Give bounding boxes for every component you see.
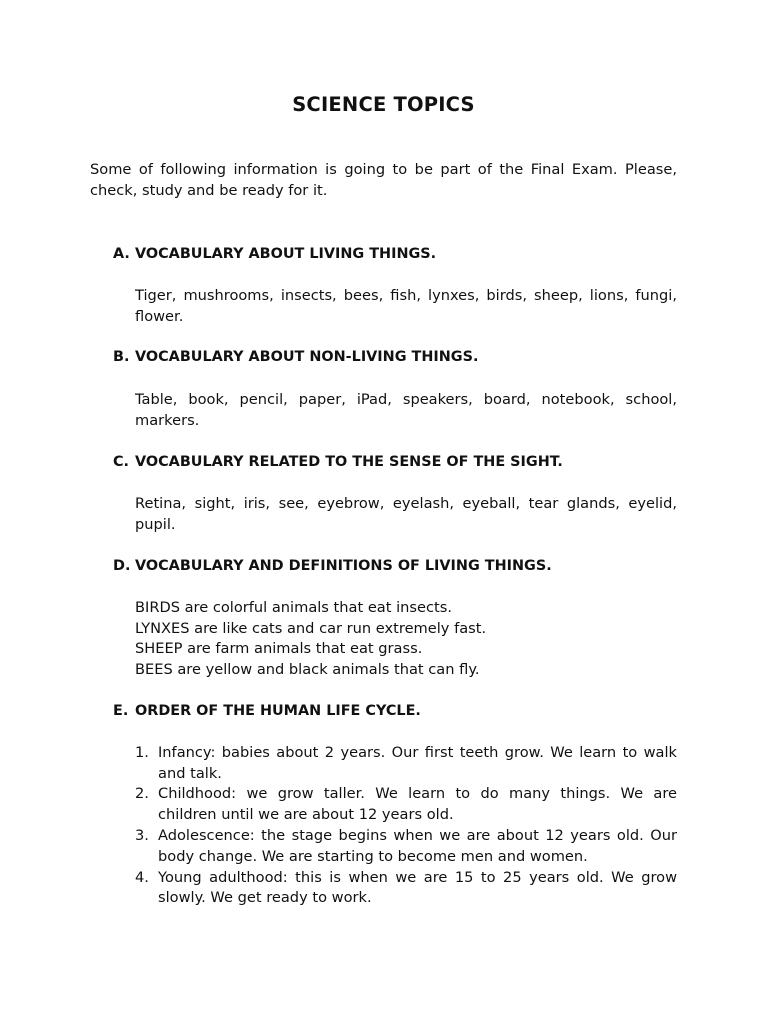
section-b <box>113 347 677 431</box>
list-item-text: Young adulthood: this is when we are 15 to 25 years old. We grow slowly. We get ready to work. <box>158 868 677 907</box>
list-item <box>135 868 677 910</box>
section-b-title: VOCABULARY ABOUT NON-LIVING THINGS. <box>135 349 479 365</box>
life-cycle-list <box>135 743 677 909</box>
list-item-text: Adolescence: the stage begins when we are about 12 years old. Our body change. We are starting to become men and women. <box>158 826 677 865</box>
definition-line: LYNXES are like cats and car run extremely fast. <box>135 619 487 637</box>
list-item-number: 4. <box>135 868 149 886</box>
section-e <box>113 701 677 909</box>
section-a <box>113 244 677 327</box>
list-item-number: 1. <box>135 743 149 761</box>
definition-line: SHEEP are farm animals that eat grass. <box>135 640 423 658</box>
section-a-body: Tiger, mushrooms, insects, bees, fish, lynxes, birds, sheep, lions, fungi, flower. <box>135 286 677 325</box>
section-d-heading <box>113 556 677 577</box>
section-b-heading <box>113 347 677 368</box>
list-item <box>135 784 677 826</box>
section-e-title: ORDER OF THE HUMAN LIFE CYCLE. <box>135 703 421 719</box>
section-e-letter: E. <box>113 703 129 719</box>
list-item <box>135 743 677 785</box>
section-a-heading <box>113 244 677 265</box>
section-c-title: VOCABULARY RELATED TO THE SENSE OF THE SIGHT. <box>135 454 563 470</box>
section-e-heading <box>113 701 677 722</box>
section-d-title: VOCABULARY AND DEFINITIONS OF LIVING THINGS. <box>135 558 552 574</box>
intro-paragraph: Some of following information is going to be part of the Final Exam. Please, check, study and be ready for it. <box>90 161 677 199</box>
list-item-text: Childhood: we grow taller. We learn to do many things. We are children until we are about 12 years old. <box>158 785 677 824</box>
definition-line: BEES are yellow and black animals that can fly. <box>135 661 480 679</box>
section-c <box>113 452 677 535</box>
document-page <box>90 0 677 1024</box>
list-item-number: 2. <box>135 785 149 803</box>
section-b-letter: B. <box>113 349 130 365</box>
section-a-letter: A. <box>113 246 130 262</box>
section-b-body: Table, book, pencil, paper, iPad, speakers, board, notebook, school, markers. <box>135 390 677 429</box>
section-a-title: VOCABULARY ABOUT LIVING THINGS. <box>135 246 437 262</box>
page-title: SCIENCE TOPICS <box>292 93 475 116</box>
section-c-letter: C. <box>113 454 130 470</box>
list-item <box>135 826 677 868</box>
section-c-heading <box>113 452 677 473</box>
section-d-body <box>135 598 677 681</box>
list-item-number: 3. <box>135 826 149 844</box>
list-item-text: Infancy: babies about 2 years. Our first teeth grow. We learn to walk and talk. <box>158 743 677 782</box>
definition-line: BIRDS are colorful animals that eat insects. <box>135 598 452 616</box>
section-c-body: Retina, sight, iris, see, eyebrow, eyelash, eyeball, tear glands, eyelid, pupil. <box>135 494 677 533</box>
section-d-letter: D. <box>113 558 131 574</box>
section-d <box>113 556 677 681</box>
